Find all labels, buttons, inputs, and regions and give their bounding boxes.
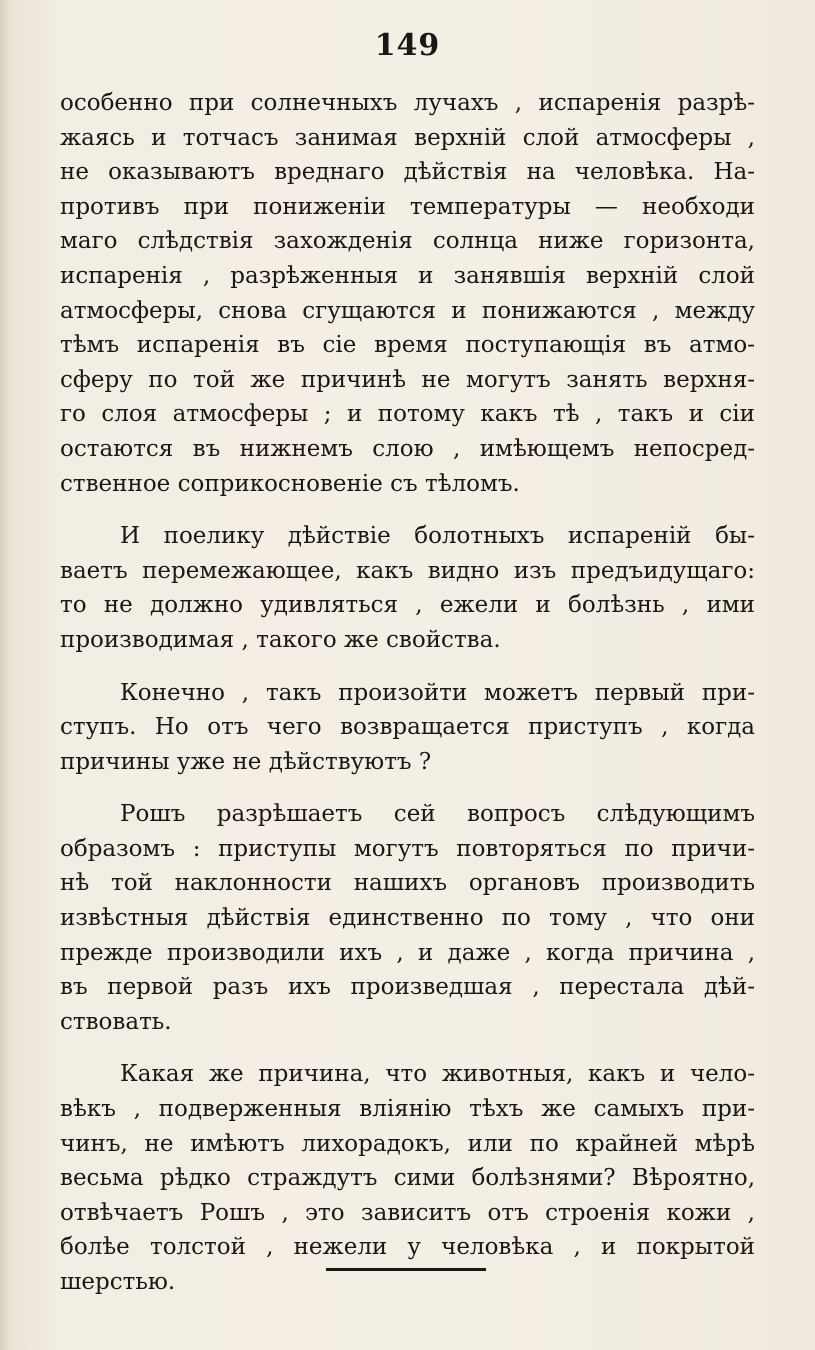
- text-line: въ первой разъ ихъ произведшая , перестала дѣй-: [60, 974, 755, 1001]
- text-line: маго слѣдствія захожденія солнца ниже горизонта,: [60, 228, 755, 255]
- text-line: И поелику дѣйствіе болотныхъ испареній бы-: [120, 523, 755, 550]
- text-line: причины уже не дѣйствуютъ ?: [60, 748, 432, 775]
- text-line: особенно при солнечныхъ лучахъ , испаренія разрѣ-: [60, 90, 755, 116]
- text-line: шерстью.: [60, 1269, 176, 1295]
- paragraph-2: [60, 519, 755, 657]
- text-line: атмосферы, снова сгущаются и понижаются , между: [60, 297, 755, 324]
- paragraph-5: [60, 1057, 755, 1299]
- text-line: то не должно удивляться , ежели и болѣзнь , ими: [60, 592, 755, 619]
- text-line: нѣ той наклонности нашихъ органовъ производить: [60, 870, 755, 897]
- text-line: извѣстныя дѣйствія единственно по тому , что они: [60, 905, 755, 932]
- text-line: болѣе толстой , нежели у человѣка , и покрытой: [60, 1234, 755, 1261]
- text-line: ваетъ перемежающее, какъ видно изъ предъидущаго:: [60, 557, 755, 584]
- text-line: отвѣчаетъ Рошъ , это зависитъ отъ строенія кожи ,: [60, 1199, 755, 1226]
- text-line: ствовать.: [60, 1008, 172, 1035]
- text-line: Какая же причина, что животныя, какъ и чело-: [120, 1061, 755, 1088]
- text-line: остаются въ нижнемъ слою , имѣющемъ непосред-: [60, 435, 755, 462]
- text-line: сферу по той же причинѣ не могутъ занять верхня-: [60, 366, 755, 393]
- text-line: образомъ : приступы могутъ повторяться по причи-: [60, 835, 755, 862]
- text-line: Конечно , такъ произойти можетъ первый при-: [120, 679, 755, 706]
- body-text: [60, 86, 755, 1300]
- end-rule: [326, 1268, 486, 1271]
- text-line: го слоя атмосферы ; и потому какъ тѣ , такъ и сіи: [60, 401, 755, 428]
- text-line: не оказываютъ вреднаго дѣйствія на человѣка. На-: [60, 159, 755, 186]
- page-number: 149: [374, 28, 441, 63]
- text-line: ственное соприкосновеніе съ тѣломъ.: [60, 470, 520, 497]
- text-line: тѣмъ испаренія въ сіе время поступающія въ атмо-: [60, 332, 755, 359]
- text-line: Рошъ разрѣшаетъ сей вопросъ слѣдующимъ: [120, 801, 755, 828]
- text-line: производимая , такого же свойства.: [60, 626, 501, 653]
- text-line: противъ при пониженіи температуры — необходи: [60, 193, 755, 220]
- text-line: чинъ, не имѣютъ лихорадокъ, или по крайней мѣрѣ: [60, 1130, 755, 1157]
- text-line: весьма рѣдко страждутъ сими болѣзнями? Вѣроятно,: [60, 1165, 755, 1192]
- paragraph-4: [60, 797, 755, 1039]
- text-line: испаренія , разрѣженныя и занявшія верхній слой: [60, 262, 755, 289]
- text-line: вѣкъ , подверженныя вліянію тѣхъ же самыхъ при-: [60, 1096, 755, 1123]
- text-line: прежде производили ихъ , и даже , когда причина ,: [60, 939, 755, 966]
- paragraph-1: [60, 86, 755, 501]
- text-line: ступъ. Но отъ чего возвращается приступъ , когда: [60, 714, 755, 741]
- paragraph-3: [60, 676, 755, 780]
- text-line: жаясь и тотчасъ занимая верхній слой атмосферы ,: [60, 124, 755, 151]
- page-spine-shadow: [0, 0, 10, 1350]
